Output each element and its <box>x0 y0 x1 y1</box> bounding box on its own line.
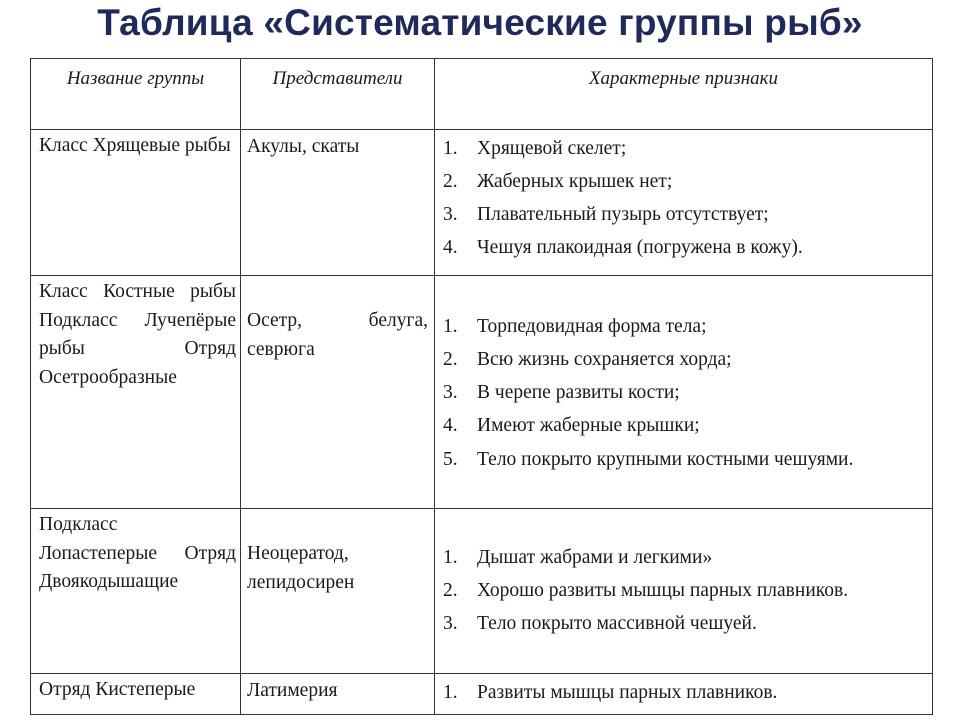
features-cell <box>435 276 933 509</box>
item-number: 3. <box>443 382 458 404</box>
item-text: Торпедовидная форма тела; <box>477 316 707 337</box>
representatives-cell <box>241 674 435 715</box>
list-item <box>443 676 926 709</box>
list-item <box>443 231 926 264</box>
fish-groups-table <box>30 58 933 715</box>
group-name: Подкласс Лопастеперые Отряд Двоякодышащие <box>39 514 236 593</box>
list-item <box>443 132 926 165</box>
item-text: Всю жизнь сохраняется хорда; <box>477 349 732 371</box>
group-name: Класс Хрящевые рыбы <box>39 135 231 156</box>
item-number: 1. <box>443 547 458 568</box>
features-list <box>443 541 926 640</box>
item-text: Хрящевой скелет; <box>477 138 627 159</box>
item-number: 5. <box>443 448 458 470</box>
item-text: Хорошо развиты мышцы парных плавников. <box>477 580 849 602</box>
features-cell <box>435 130 933 276</box>
list-item <box>443 574 926 607</box>
item-text: Тело покрыто массивной чешуей. <box>477 613 757 635</box>
item-number: 4. <box>443 415 458 437</box>
header-representatives: Представители <box>241 59 435 130</box>
representatives-cell <box>241 130 435 276</box>
item-number: 1. <box>443 316 458 337</box>
representatives: Осетр, белуга, севрюга <box>247 310 428 361</box>
item-number: 1. <box>443 682 458 703</box>
item-number: 4. <box>443 237 458 259</box>
list-item <box>443 376 926 409</box>
table-row <box>31 509 933 674</box>
list-item <box>443 443 926 476</box>
representatives-cell <box>241 509 435 674</box>
list-item <box>443 165 926 198</box>
item-number: 2. <box>443 580 458 602</box>
table-header-row <box>31 59 933 130</box>
item-number: 3. <box>443 613 458 635</box>
features-cell <box>435 674 933 715</box>
list-item <box>443 409 926 442</box>
features-cell <box>435 509 933 674</box>
header-features: Характерные признаки <box>435 59 933 130</box>
table-row <box>31 674 933 715</box>
list-item <box>443 310 926 343</box>
table-row <box>31 276 933 509</box>
header-group-name: Название группы <box>31 59 241 130</box>
representatives: Акулы, скаты <box>247 136 360 157</box>
group-cell <box>31 276 241 509</box>
list-item <box>443 541 926 574</box>
group-name: Класс Костные рыбы Подкласс Лучепёрые рыбы Отряд Осетрообразные <box>39 281 236 388</box>
group-cell <box>31 674 241 715</box>
list-item <box>443 607 926 640</box>
group-cell <box>31 130 241 276</box>
item-text: Чешуя плакоидная (погружена в кожу). <box>477 237 803 259</box>
item-text: Плавательный пузырь отсутствует; <box>477 204 769 226</box>
page-title: Таблица «Систематические группы рыб» <box>97 2 863 43</box>
group-name: Отряд Кистеперые <box>39 679 196 700</box>
features-list <box>443 676 926 709</box>
item-text: Развиты мышцы парных плавников. <box>477 682 778 703</box>
features-list <box>443 132 926 265</box>
item-number: 1. <box>443 138 458 159</box>
item-text: Тело покрыто крупными костными чешуями. <box>477 448 854 470</box>
list-item <box>443 343 926 376</box>
item-text: В черепе развиты кости; <box>477 382 680 404</box>
features-list <box>443 310 926 476</box>
group-cell <box>31 509 241 674</box>
item-number: 2. <box>443 171 458 193</box>
table-row <box>31 130 933 276</box>
list-item <box>443 198 926 231</box>
representatives: Неоцератод, лепидосирен <box>247 543 355 594</box>
representatives-cell <box>241 276 435 509</box>
item-text: Имеют жаберные крышки; <box>477 415 700 437</box>
item-text: Жаберных крышек нет; <box>477 171 673 193</box>
representatives: Латимерия <box>247 680 338 701</box>
item-number: 2. <box>443 349 458 371</box>
item-text: Дышат жабрами и легкими» <box>477 547 713 568</box>
item-number: 3. <box>443 204 458 226</box>
